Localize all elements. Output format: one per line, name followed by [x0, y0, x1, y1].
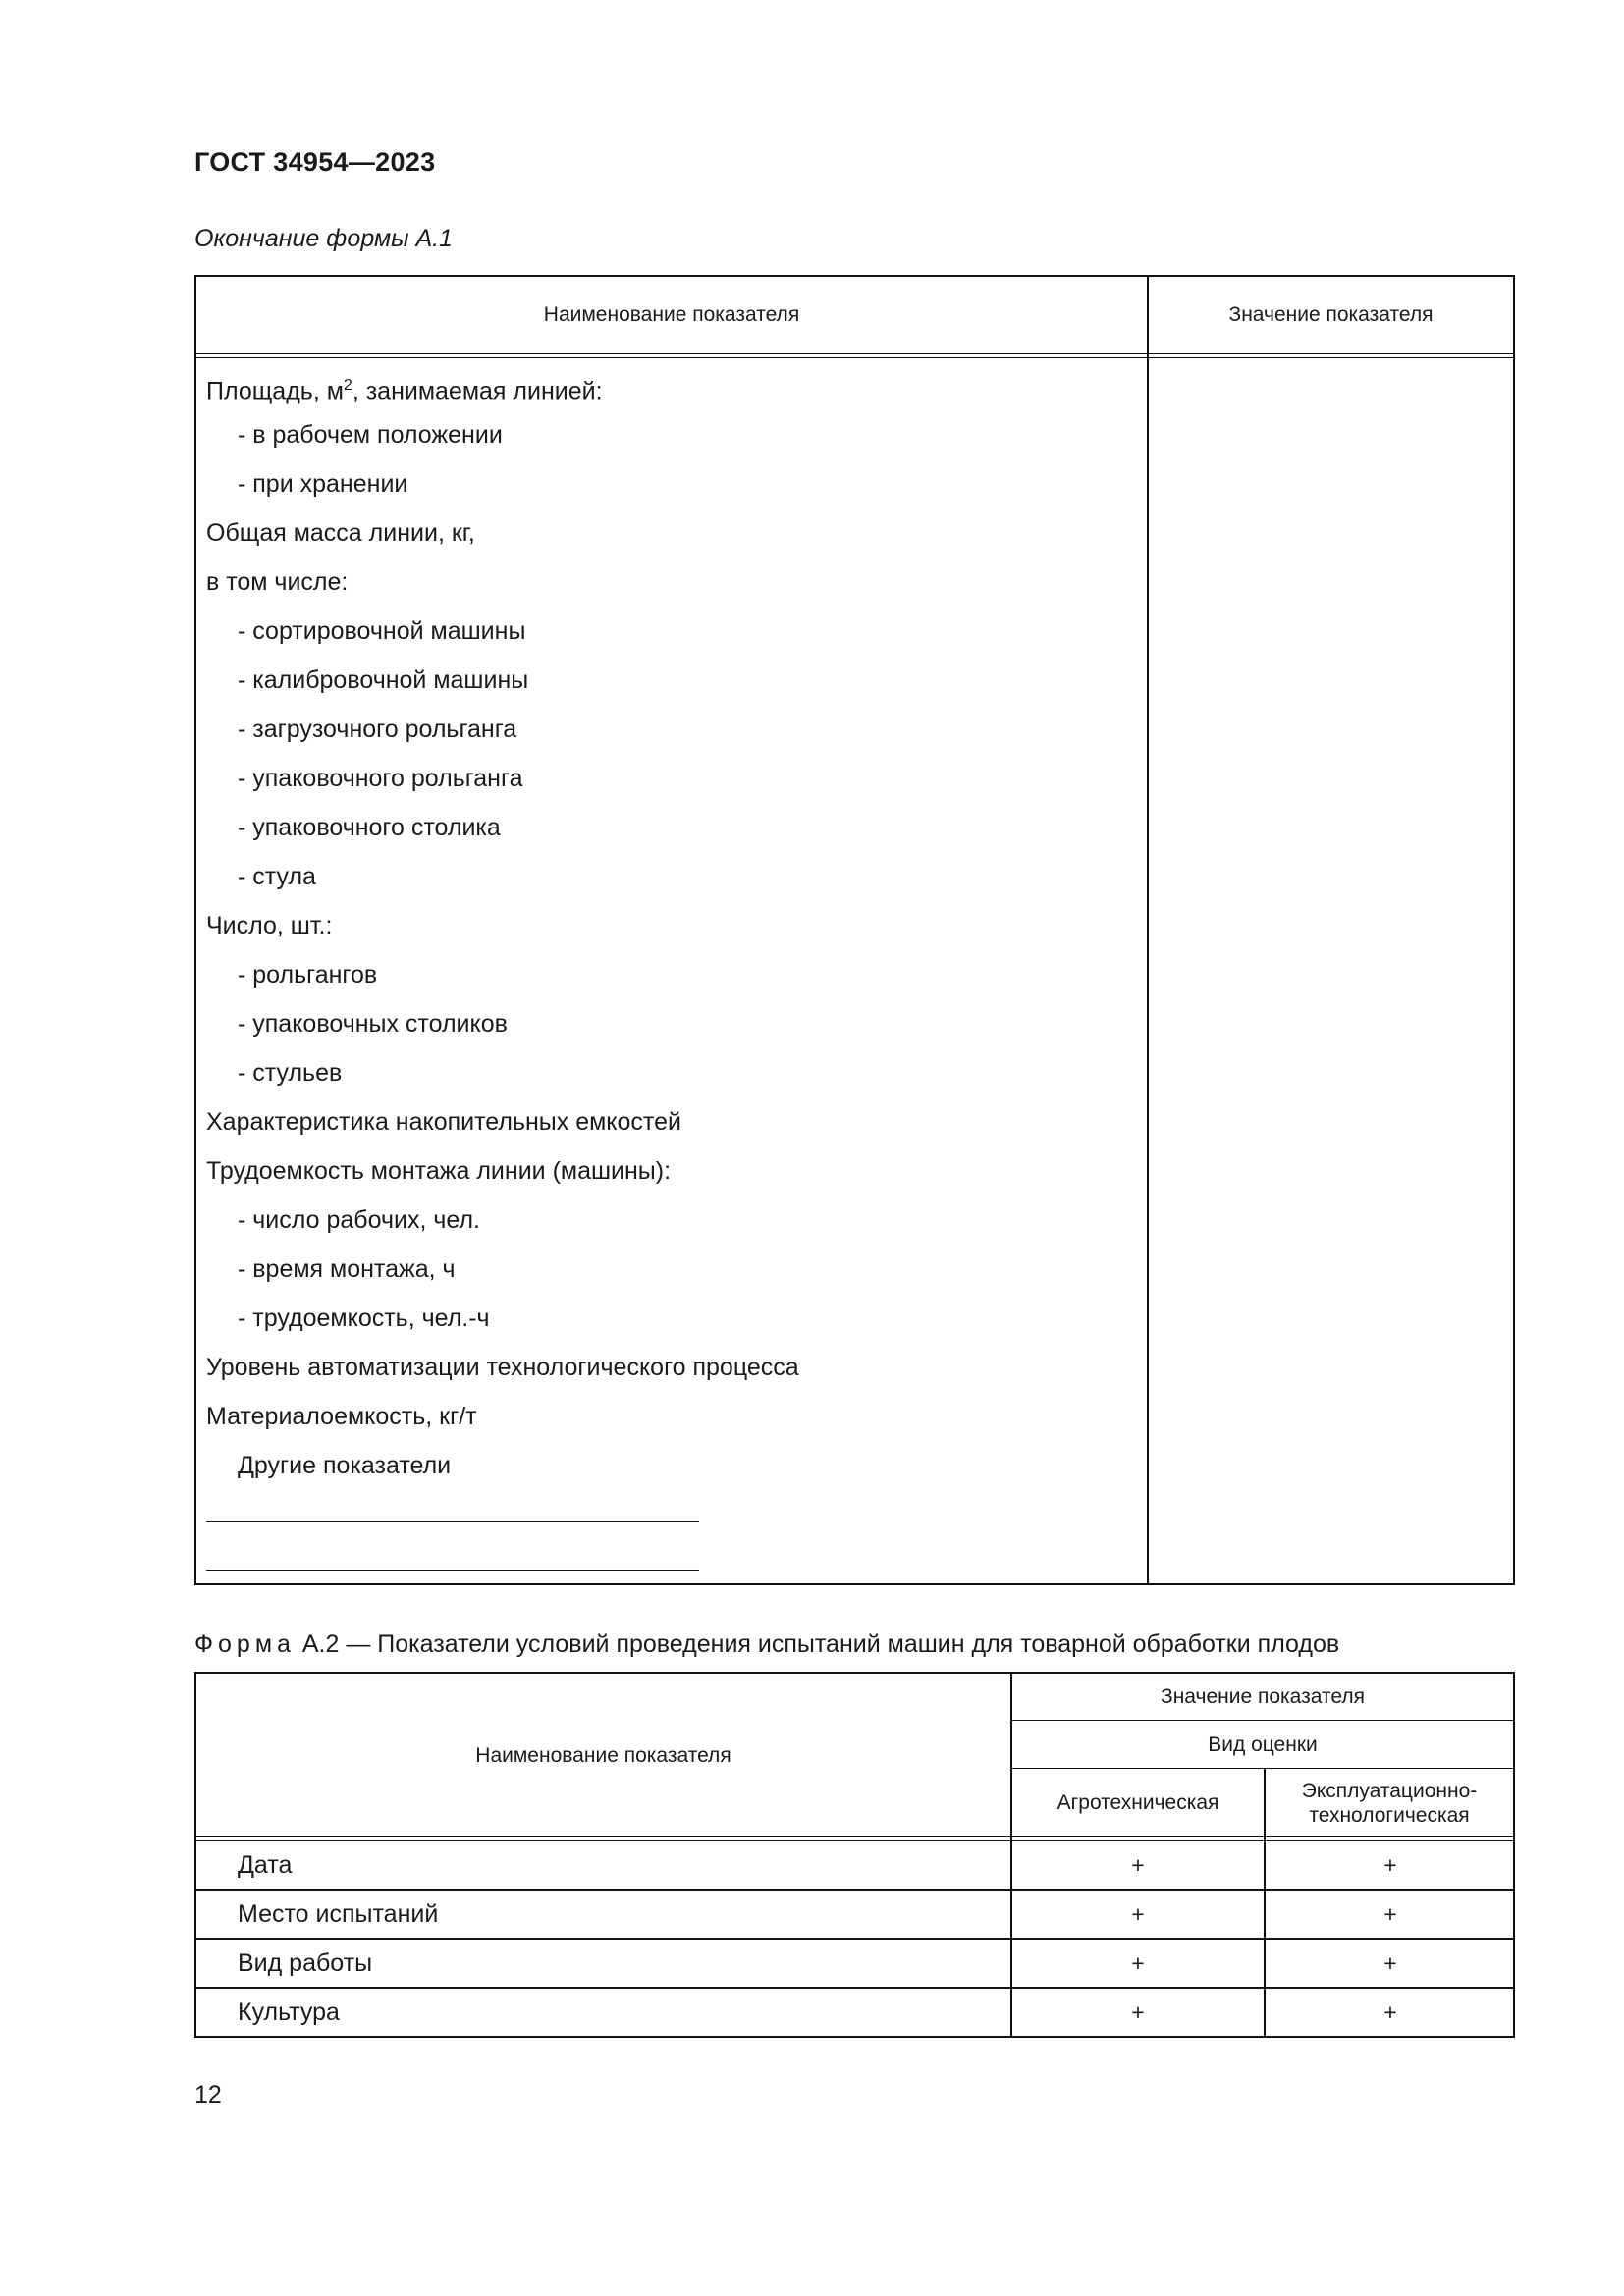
form-a2-header-agro: Агротехническая: [1056, 1791, 1219, 1814]
standard-number: ГОСТ 34954—2023: [194, 147, 436, 177]
table-row: - при хранении: [238, 470, 408, 498]
table-row: Уровень автоматизации технологического процесса: [206, 1354, 799, 1381]
table-row: - упаковочного рольганга: [238, 765, 523, 792]
form-a2-caption: Форма А.2 — Показатели условий проведения испытаний машин для товарной обработки плодов: [194, 1630, 1340, 1658]
table-row: - время монтажа, ч: [238, 1255, 456, 1283]
header-divider: [1010, 1768, 1513, 1769]
table-row: Дата: [238, 1851, 293, 1879]
table-row: - рольгангов: [238, 961, 378, 988]
table-row: Вид работы: [238, 1949, 373, 1977]
header-divider: [196, 353, 1513, 354]
header-divider: [196, 1840, 1513, 1841]
form-a1-header-name: Наименование показателя: [543, 303, 800, 326]
table-row: Общая масса линии, кг,: [206, 519, 475, 547]
form-a2-header-value: Значение показателя: [1161, 1685, 1365, 1708]
table-row: - сортировочной машины: [238, 617, 526, 645]
form-a1-caption: Окончание формы А.1: [194, 225, 453, 252]
table-row: Место испытаний: [238, 1900, 439, 1928]
blank-fill-line: [206, 1521, 699, 1522]
table-row: - стула: [238, 863, 316, 890]
table-row: Культура: [238, 1999, 340, 2026]
table-row: - число рабочих, чел.: [238, 1206, 480, 1234]
table-row: - упаковочных столиков: [238, 1010, 508, 1038]
agro-mark: +: [1131, 1901, 1145, 1927]
exploit-mark: +: [1383, 1901, 1397, 1927]
page-number: 12: [194, 2081, 222, 2109]
blank-fill-line: [206, 1570, 699, 1571]
header-divider: [196, 357, 1513, 358]
table-row: - стульев: [238, 1059, 343, 1087]
exploit-mark: +: [1383, 1852, 1397, 1878]
agro-mark: +: [1131, 1852, 1145, 1878]
form-a2-header-exploit: Эксплуатационно- технологическая: [1301, 1779, 1478, 1827]
table-row: - калибровочной машины: [238, 667, 529, 694]
table-row: - упаковочного столика: [238, 814, 501, 841]
table-row: Число, шт.:: [206, 912, 333, 939]
table-row: Площадь, $м^2$, занимаемая линией:: [206, 377, 603, 405]
column-divider: [1147, 277, 1149, 1583]
table-row: Трудоемкость монтажа линии (машины):: [206, 1157, 672, 1185]
header-divider: [1010, 1720, 1513, 1721]
table-row: - загрузочного рольганга: [238, 716, 517, 743]
table-row: - трудоемкость, чел.-ч: [238, 1305, 490, 1332]
form-a2-header-assessment: Вид оценки: [1208, 1734, 1318, 1756]
agro-mark: +: [1131, 2000, 1145, 2025]
table-row: Другие показатели: [238, 1452, 452, 1479]
form-a2-table: [194, 1672, 1515, 2038]
exploit-mark: +: [1383, 1950, 1397, 1976]
form-a1-body: [196, 361, 1147, 1490]
form-a1-table: [194, 275, 1515, 1585]
agro-mark: +: [1131, 1950, 1145, 1976]
table-row: - в рабочем положении: [238, 421, 503, 449]
exploit-mark: +: [1383, 2000, 1397, 2025]
table-row: в том числе:: [206, 568, 349, 596]
form-a1-header-value: Значение показателя: [1228, 303, 1434, 326]
table-row: Материалоемкость, кг/т: [206, 1403, 477, 1430]
form-a2-header-name: Наименование показателя: [475, 1743, 731, 1767]
table-row: Характеристика накопительных емкостей: [206, 1108, 681, 1136]
